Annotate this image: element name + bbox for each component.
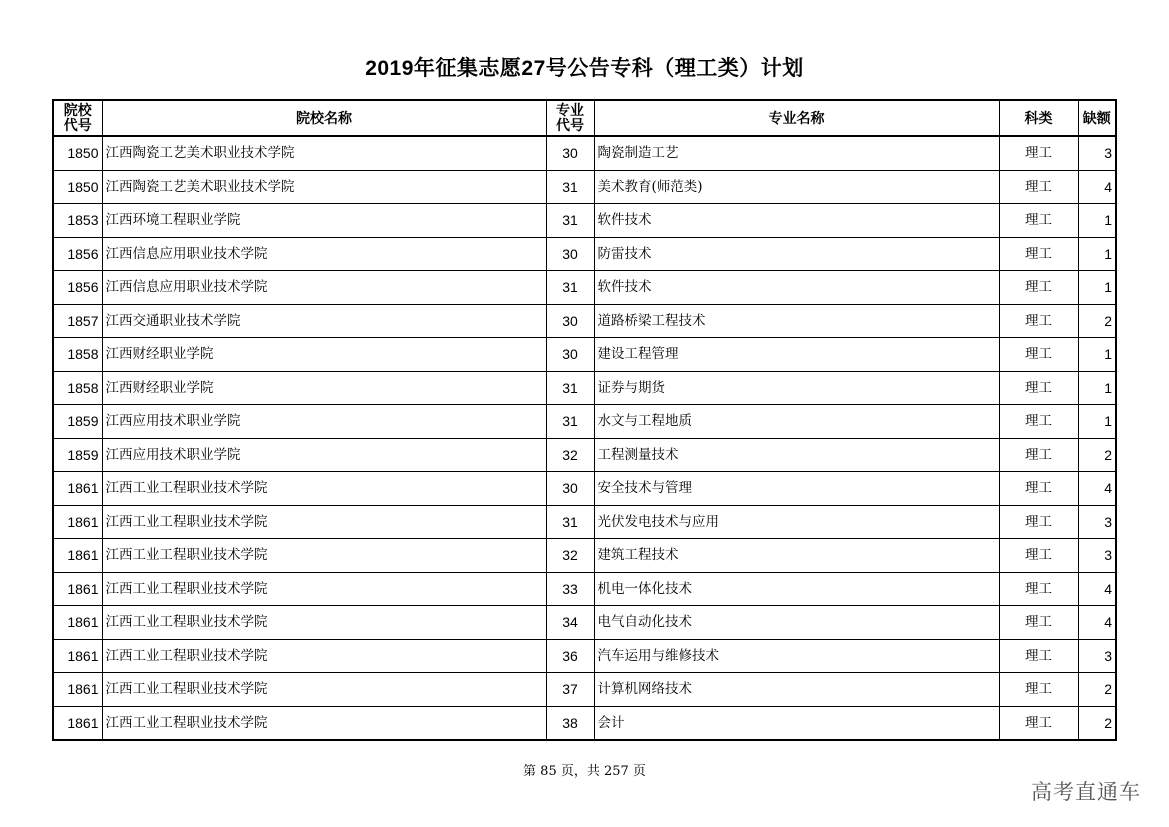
table-row [53,136,1116,170]
table-row [53,606,1116,640]
header-school-code-label: 院校 代号 [63,102,92,133]
cell-category: 理工 [999,606,1078,640]
cell-school-name: 江西交通职业技术学院 [102,304,546,338]
table-row [53,237,1116,271]
cell-school-name: 江西环境工程职业学院 [102,204,546,238]
cell-major-name: 道路桥梁工程技术 [594,304,999,338]
page-title: 2019年征集志愿27号公告专科（理工类）计划 [365,57,804,80]
cell-category: 理工 [999,405,1078,439]
cell-vacancies: 3 [1078,639,1116,673]
table-row [53,505,1116,539]
cell-major-code: 30 [546,237,594,271]
cell-category: 理工 [999,271,1078,305]
cell-vacancies: 3 [1078,539,1116,573]
table-body [53,136,1116,740]
cell-school-code: 1859 [53,438,102,472]
cell-major-code: 30 [546,304,594,338]
table-header-row [53,100,1116,136]
cell-vacancies: 3 [1078,136,1116,170]
cell-category: 理工 [999,304,1078,338]
header-school-name: 院校名称 [102,100,546,136]
cell-major-code: 33 [546,572,594,606]
header-major-code [546,100,594,136]
cell-school-name: 江西工业工程职业技术学院 [102,505,546,539]
cell-category: 理工 [999,170,1078,204]
header-major-code-label: 专业 代号 [556,102,584,133]
cell-major-name: 光伏发电技术与应用 [594,505,999,539]
cell-school-code: 1861 [53,706,102,740]
table-row [53,170,1116,204]
header-vacancies: 缺额 [1078,100,1116,136]
table-row [53,438,1116,472]
cell-major-name: 工程测量技术 [594,438,999,472]
cell-major-name: 陶瓷制造工艺 [594,136,999,170]
cell-school-code: 1861 [53,539,102,573]
cell-school-code: 1856 [53,237,102,271]
cell-vacancies: 1 [1078,204,1116,238]
cell-school-code: 1861 [53,572,102,606]
cell-school-name: 江西陶瓷工艺美术职业技术学院 [102,170,546,204]
cell-major-name: 会计 [594,706,999,740]
cell-major-name: 水文与工程地质 [594,405,999,439]
cell-school-code: 1861 [53,639,102,673]
cell-school-code: 1850 [53,136,102,170]
cell-major-code: 30 [546,136,594,170]
cell-category: 理工 [999,539,1078,573]
cell-major-name: 安全技术与管理 [594,472,999,506]
cell-major-name: 机电一体化技术 [594,572,999,606]
cell-school-name: 江西应用技术职业学院 [102,438,546,472]
cell-vacancies: 2 [1078,438,1116,472]
cell-vacancies: 4 [1078,606,1116,640]
cell-school-name: 江西应用技术职业学院 [102,405,546,439]
cell-school-name: 江西信息应用职业技术学院 [102,237,546,271]
admission-plan-table [52,99,1117,741]
watermark-text: 高考直通车 [1031,781,1141,804]
header-major-name: 专业名称 [594,100,999,136]
cell-school-code: 1857 [53,304,102,338]
cell-major-name: 计算机网络技术 [594,673,999,707]
cell-vacancies: 1 [1078,371,1116,405]
header-category: 科类 [999,100,1078,136]
cell-major-name: 软件技术 [594,204,999,238]
cell-major-code: 38 [546,706,594,740]
cell-major-code: 36 [546,639,594,673]
cell-vacancies: 1 [1078,237,1116,271]
table-row [53,338,1116,372]
cell-school-code: 1861 [53,606,102,640]
cell-vacancies: 1 [1078,405,1116,439]
cell-major-name: 软件技术 [594,271,999,305]
cell-school-code: 1861 [53,472,102,506]
cell-major-code: 34 [546,606,594,640]
cell-major-code: 32 [546,438,594,472]
cell-vacancies: 1 [1078,338,1116,372]
cell-major-code: 31 [546,204,594,238]
cell-category: 理工 [999,472,1078,506]
cell-category: 理工 [999,237,1078,271]
table-row [53,204,1116,238]
cell-school-code: 1861 [53,673,102,707]
cell-major-code: 30 [546,338,594,372]
cell-major-name: 美术教育(师范类) [594,170,999,204]
table-row [53,271,1116,305]
cell-school-code: 1856 [53,271,102,305]
cell-major-code: 31 [546,170,594,204]
table-row [53,472,1116,506]
cell-major-name: 证券与期货 [594,371,999,405]
cell-school-code: 1858 [53,371,102,405]
cell-major-code: 32 [546,539,594,573]
table-row [53,304,1116,338]
cell-category: 理工 [999,505,1078,539]
header-school-code [53,100,102,136]
cell-vacancies: 4 [1078,572,1116,606]
cell-school-code: 1859 [53,405,102,439]
cell-major-name: 建筑工程技术 [594,539,999,573]
cell-school-code: 1853 [53,204,102,238]
cell-vacancies: 2 [1078,304,1116,338]
cell-school-name: 江西财经职业学院 [102,371,546,405]
table-row [53,539,1116,573]
cell-category: 理工 [999,204,1078,238]
cell-school-name: 江西信息应用职业技术学院 [102,271,546,305]
page-footer: 第 85 页，共 257 页 [523,764,646,779]
cell-school-name: 江西陶瓷工艺美术职业技术学院 [102,136,546,170]
table-row [53,371,1116,405]
cell-vacancies: 1 [1078,271,1116,305]
cell-category: 理工 [999,639,1078,673]
cell-major-name: 电气自动化技术 [594,606,999,640]
cell-school-code: 1850 [53,170,102,204]
cell-category: 理工 [999,338,1078,372]
cell-major-code: 31 [546,271,594,305]
cell-major-name: 建设工程管理 [594,338,999,372]
cell-school-code: 1858 [53,338,102,372]
table-row [53,673,1116,707]
cell-vacancies: 2 [1078,706,1116,740]
cell-category: 理工 [999,136,1078,170]
table-row [53,639,1116,673]
cell-school-name: 江西工业工程职业技术学院 [102,539,546,573]
cell-category: 理工 [999,572,1078,606]
table-row [53,706,1116,740]
cell-major-name: 汽车运用与维修技术 [594,639,999,673]
cell-major-code: 30 [546,472,594,506]
cell-major-code: 31 [546,405,594,439]
cell-major-code: 31 [546,505,594,539]
cell-school-code: 1861 [53,505,102,539]
table-row [53,572,1116,606]
cell-major-name: 防雷技术 [594,237,999,271]
cell-vacancies: 3 [1078,505,1116,539]
cell-school-name: 江西工业工程职业技术学院 [102,572,546,606]
cell-school-name: 江西工业工程职业技术学院 [102,673,546,707]
cell-category: 理工 [999,706,1078,740]
cell-major-code: 37 [546,673,594,707]
cell-major-code: 31 [546,371,594,405]
cell-school-name: 江西工业工程职业技术学院 [102,606,546,640]
cell-school-name: 江西工业工程职业技术学院 [102,639,546,673]
cell-school-name: 江西工业工程职业技术学院 [102,472,546,506]
cell-category: 理工 [999,438,1078,472]
cell-vacancies: 2 [1078,673,1116,707]
cell-vacancies: 4 [1078,472,1116,506]
cell-category: 理工 [999,371,1078,405]
table-row [53,405,1116,439]
cell-vacancies: 4 [1078,170,1116,204]
cell-school-name: 江西工业工程职业技术学院 [102,706,546,740]
cell-category: 理工 [999,673,1078,707]
cell-school-name: 江西财经职业学院 [102,338,546,372]
